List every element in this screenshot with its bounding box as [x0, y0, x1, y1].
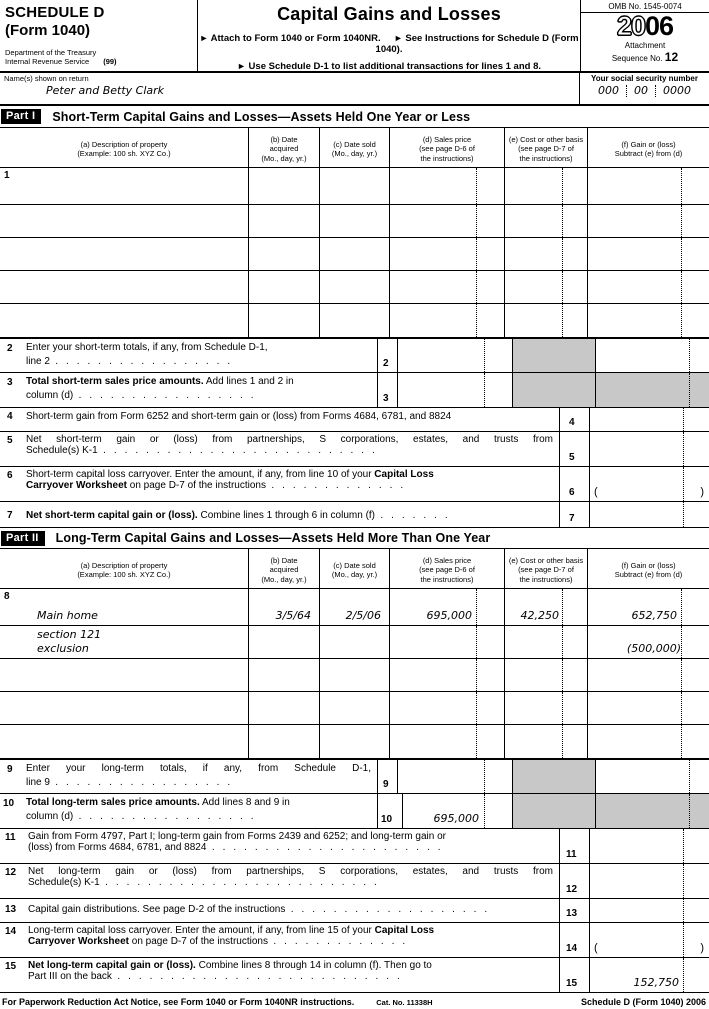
line-9-sales-price[interactable] [398, 760, 513, 793]
cents-divider [683, 899, 684, 922]
column-header-a: (a) Description of property (Example: 100 sh. XYZ Co.) [0, 128, 249, 167]
cell-date-acquired[interactable] [249, 238, 320, 270]
cents-divider [562, 725, 563, 758]
cents-divider [683, 408, 684, 431]
cell-date-sold[interactable] [320, 692, 390, 724]
cell-date-acquired[interactable] [249, 659, 320, 691]
cell-cost-basis[interactable] [505, 238, 588, 270]
line-3-shaded-cost [513, 373, 596, 407]
name-label: Name(s) shown on return [4, 74, 89, 83]
part1-table [0, 127, 709, 338]
ssn-part-3: 0000 [663, 84, 691, 97]
cents-divider [476, 205, 477, 237]
line-7-number: 7 [560, 502, 590, 527]
instruction-attach: Attach to Form 1040 or Form 1040NR. [210, 33, 381, 44]
line-14-text: 14 Long-term capital loss carryover. Enter the amount, if any, from line 15 of your Capital Loss Carryover Worksheet on page D-7 of the instructions . . . . . . . . . . . . . [0, 923, 560, 957]
cell-date-acquired[interactable] [249, 168, 320, 204]
line-2-boxes[interactable] [378, 339, 709, 373]
line-10-sales-price[interactable]: 695,000 [403, 794, 513, 828]
department-block [5, 48, 197, 66]
cents-divider [689, 794, 690, 828]
cell-description[interactable] [0, 626, 249, 658]
cell-date-sold[interactable] [320, 205, 390, 237]
cell-description[interactable] [0, 168, 249, 204]
column-header-c: (c) Date sold (Mo., day, yr.) [320, 128, 390, 167]
attachment-label: Attachment [624, 40, 666, 50]
cell-gain-loss[interactable] [588, 168, 709, 204]
line-10-shaded-gain [596, 794, 709, 828]
line-6-row[interactable] [0, 466, 709, 501]
cents-divider [484, 794, 485, 828]
line-15-text: 15 Net long-term capital gain or (loss). Combine lines 8 through 14 in column (f). Then go to Part III on the back . . . . . . . . . . . . . . . . . . . . . . . . . . . [0, 958, 560, 992]
line-5-amount[interactable] [590, 432, 709, 466]
cents-divider [681, 692, 682, 724]
line-15-amount[interactable]: 152,750 [590, 958, 709, 992]
cents-divider [484, 373, 485, 407]
ssn-label: Your social security number [591, 74, 698, 83]
cell-sales-price[interactable] [390, 659, 505, 691]
table-row[interactable] [0, 168, 709, 205]
cell-date-acquired[interactable]: 3/5/64 [249, 589, 320, 625]
cents-divider [681, 589, 682, 625]
cell-gain-loss[interactable]: 652,750 [588, 589, 709, 625]
line-12-number: 12 [560, 864, 590, 898]
line-number-1: 1 [4, 170, 10, 181]
header-right-block [580, 0, 709, 71]
cell-cost-basis[interactable] [505, 304, 588, 337]
cell-gain-loss[interactable] [588, 271, 709, 303]
line-12-row[interactable] [0, 863, 709, 898]
line-10-shaded-cost [513, 794, 596, 828]
instruction-scheduled1: Use Schedule D-1 to list additional transactions for lines 1 and 8. [248, 61, 542, 72]
paren-open: ( [594, 486, 598, 498]
form-footer-id: Schedule D (Form 1040) 2006 [580, 997, 706, 1007]
cents-divider [689, 373, 690, 407]
line-13-text: 13 Capital gain distributions. See page D-2 of the instructions . . . . . . . . . . . . . . . . . . . [0, 899, 560, 922]
cell-cost-basis[interactable] [505, 168, 588, 204]
cell-cost-basis[interactable] [505, 692, 588, 724]
part2-lines-9-10 [0, 759, 709, 828]
line-7-row[interactable] [0, 501, 709, 527]
ssn-divider [655, 85, 656, 97]
part1-badge: Part I [1, 109, 41, 124]
part2-table [0, 548, 709, 759]
line-11-amount[interactable] [590, 829, 709, 863]
table-row[interactable] [0, 271, 709, 304]
cents-divider [562, 692, 563, 724]
column-header-c: (c) Date sold (Mo., day, yr.) [320, 549, 390, 588]
cents-divider [681, 626, 682, 658]
part2-title: Long-Term Capital Gains and Losses—Assets Held More Than One Year [55, 531, 491, 545]
cell-date-sold[interactable] [320, 626, 390, 658]
cell-description[interactable] [0, 271, 249, 303]
line-10-text: 10 Total long-term sales price amounts. Add lines 8 and 9 in column (d) . . . . . . . . . . . . . . . . . [3, 797, 290, 822]
line-2-number: 2 [378, 339, 398, 372]
line-7-text: 7 Net short-term capital gain or (loss). Combine lines 1 through 6 in column (f) . . . . . . . [0, 502, 560, 527]
catalog-number: Cat. No. 11338H [376, 997, 433, 1007]
table-row[interactable] [0, 626, 709, 659]
cents-divider [562, 589, 563, 625]
cents-divider [683, 502, 684, 527]
line-4-number: 4 [560, 408, 590, 431]
line-6-text: 6 Short-term capital loss carryover. Enter the amount, if any, from line 10 of your Capital Loss Carryover Worksheet on page D-7 of the instructions . . . . . . . . . . . . . [0, 467, 560, 501]
column-header-b: (b) Date acquired (Mo., day, yr.) [249, 128, 320, 167]
cell-gain-loss[interactable] [588, 659, 709, 691]
cents-divider [681, 168, 682, 204]
cell-sales-price[interactable] [390, 725, 505, 758]
cell-sales-price[interactable] [390, 271, 505, 303]
cell-sales-price[interactable] [390, 304, 505, 337]
line-3-shaded-gain [596, 373, 709, 407]
tax-year-block [581, 13, 709, 65]
cents-divider [562, 626, 563, 658]
cell-description[interactable] [0, 692, 249, 724]
cents-divider [562, 271, 563, 303]
line-4-text: 4 Short-term gain from Form 6252 and short-term gain or (loss) from Forms 4684, 6781, and 8824 [0, 408, 560, 431]
cell-cost-basis[interactable] [505, 205, 588, 237]
line-14-number: 14 [560, 923, 590, 957]
line-6-amount[interactable] [590, 467, 709, 501]
cents-divider [681, 659, 682, 691]
cell-gain-loss[interactable]: (500,000) [588, 626, 709, 658]
line-11-text: 11 Gain from Form 4797, Part I; long-term gain from Forms 2439 and 6252; and long-term gain or (loss) from Forms 4684, 6781, and 8824 . . . . . . . . . . . . . . . . . . . . . . [0, 829, 560, 863]
part1-banner [0, 106, 709, 127]
cell-value: section 121 [37, 628, 102, 641]
cell-date-sold[interactable] [320, 271, 390, 303]
header-instruction-row-2 [198, 61, 580, 72]
line-9-gain-loss[interactable] [596, 760, 709, 793]
cell-cost-basis[interactable] [505, 725, 588, 758]
cell-gain-loss[interactable] [588, 238, 709, 270]
cell-gain-loss[interactable] [588, 205, 709, 237]
cell-date-acquired[interactable] [249, 304, 320, 337]
line-13-amount[interactable] [590, 899, 709, 922]
ssn-part-1: 000 [598, 84, 619, 97]
line-9-shaded-cost [513, 760, 596, 793]
cell-gain-loss[interactable] [588, 304, 709, 337]
cell-description[interactable] [0, 304, 249, 337]
tax-year-yy: 06 [645, 11, 674, 41]
line-12-text: 12 Net long-term gain or (loss) from partnerships, S corporations, estates, and trusts from Schedule(s) K-1 . . . . . . . . . . . . . . . . . . . . . . . . . . [0, 864, 560, 898]
triangle-icon: ► [393, 33, 403, 43]
column-header-b: (b) Date acquired (Mo., day, yr.) [249, 549, 320, 588]
cell-date-sold[interactable] [320, 659, 390, 691]
cell-cost-basis[interactable] [505, 271, 588, 303]
cents-divider [681, 725, 682, 758]
ssn-field-container[interactable] [580, 73, 709, 104]
header-instruction-row-1 [198, 33, 580, 55]
cents-divider [562, 168, 563, 204]
cell-value-line2: exclusion [37, 642, 89, 655]
sequence-number: 12 [664, 50, 679, 65]
line-5-text: 5 Net short-term gain or (loss) from partnerships, S corporations, estates, and trusts from Schedule(s) K-1 . . . . . . . . . . . . . . . . . . . . . . . . . . [0, 432, 560, 466]
cents-divider [484, 760, 485, 793]
cell-description[interactable] [0, 205, 249, 237]
cell-value: Main home [37, 609, 98, 622]
line-5-row[interactable] [0, 431, 709, 466]
cents-divider [562, 659, 563, 691]
cell-date-acquired[interactable] [249, 271, 320, 303]
table-row[interactable] [0, 205, 709, 238]
cell-sales-price[interactable] [390, 692, 505, 724]
cents-divider [689, 339, 690, 372]
part2-badge: Part II [1, 531, 45, 546]
cents-divider [562, 205, 563, 237]
cell-cost-basis[interactable] [505, 659, 588, 691]
cents-divider [683, 923, 684, 957]
cell-gain-loss[interactable] [588, 692, 709, 724]
cents-divider [476, 271, 477, 303]
cents-divider [683, 432, 684, 466]
paren-close: ) [700, 942, 704, 954]
cell-gain-loss[interactable] [588, 725, 709, 758]
dept-line-1: Department of the Treasury [5, 47, 97, 57]
column-header-d: (d) Sales price (see page D-6 of the instructions) [390, 549, 505, 588]
cell-description[interactable] [0, 589, 249, 625]
table-row[interactable] [0, 589, 709, 626]
cell-date-sold[interactable] [320, 238, 390, 270]
cell-date-sold[interactable]: 2/5/06 [320, 589, 390, 625]
line-2-shaded-cost [513, 339, 596, 372]
line-13-number: 13 [560, 899, 590, 922]
line-3-sales-price[interactable] [398, 373, 513, 407]
cents-divider [681, 304, 682, 337]
tax-year [581, 11, 709, 41]
line-15-number: 15 [560, 958, 590, 992]
table-row[interactable] [0, 304, 709, 337]
cents-divider [476, 238, 477, 270]
table-row[interactable] [0, 238, 709, 271]
cents-divider [689, 760, 690, 793]
paren-close: ) [700, 486, 704, 498]
cell-description[interactable] [0, 725, 249, 758]
cell-sales-price[interactable] [390, 626, 505, 658]
line-3-text: 3 Total short-term sales price amounts. Add lines 1 and 2 in column (d) . . . . . . . . . . . . . . . . . [7, 376, 294, 401]
name-value[interactable]: Peter and Betty Clark [46, 84, 165, 97]
cell-sales-price[interactable] [390, 168, 505, 204]
ssn-divider [626, 85, 627, 97]
column-header-d: (d) Sales price (see page D-6 of the instructions) [390, 128, 505, 167]
column-header-e: (e) Cost or other basis (see page D-7 of the instructions) [505, 549, 588, 588]
cell-date-acquired[interactable] [249, 692, 320, 724]
column-header-a: (a) Description of property (Example: 100 sh. XYZ Co.) [0, 549, 249, 588]
header-center-block [198, 0, 580, 71]
cents-divider [681, 271, 682, 303]
table-row[interactable] [0, 725, 709, 758]
dept-line-2: Internal Revenue Service (99) [5, 56, 117, 66]
cents-divider [476, 626, 477, 658]
cents-divider [683, 958, 684, 992]
cell-date-acquired[interactable] [249, 725, 320, 758]
line-12-amount[interactable] [590, 864, 709, 898]
line-4-amount[interactable] [590, 408, 709, 431]
cell-cost-basis[interactable]: 42,250 [505, 589, 588, 625]
table-row[interactable] [0, 659, 709, 692]
line-2-sales-price[interactable] [398, 339, 513, 372]
table-row[interactable] [0, 692, 709, 725]
line-9-boxes[interactable] [378, 760, 709, 794]
part1-column-headers [0, 128, 709, 168]
cell-sales-price[interactable] [390, 205, 505, 237]
line-10-number: 10 [378, 794, 403, 828]
triangle-icon: ► [199, 33, 209, 43]
cents-divider [562, 304, 563, 337]
line-3-boxes[interactable] [378, 373, 709, 407]
cents-divider [681, 205, 682, 237]
cell-description[interactable] [0, 238, 249, 270]
cents-divider [562, 238, 563, 270]
cents-divider [683, 864, 684, 898]
part1-lines-2-3 [0, 338, 709, 407]
part2-column-headers [0, 549, 709, 589]
cell-date-sold[interactable] [320, 168, 390, 204]
triangle-icon: ► [236, 61, 246, 71]
cents-divider [476, 692, 477, 724]
cents-divider [484, 339, 485, 372]
cents-divider [476, 589, 477, 625]
line-2-gain-loss[interactable] [596, 339, 709, 372]
cell-description[interactable] [0, 659, 249, 691]
line-6-number: 6 [560, 467, 590, 501]
ssn-value[interactable] [580, 84, 709, 97]
cents-divider [476, 168, 477, 204]
cell-date-sold[interactable] [320, 725, 390, 758]
cell-sales-price[interactable]: 695,000 [390, 589, 505, 625]
line-7-amount[interactable] [590, 502, 709, 527]
schedule-title: SCHEDULE D [5, 4, 105, 21]
tax-year-century: 20 [616, 11, 645, 41]
cents-divider [683, 467, 684, 501]
line-15-row[interactable] [0, 957, 709, 992]
column-header-e: (e) Cost or other basis (see page D-7 of the instructions) [505, 128, 588, 167]
cell-sales-price[interactable] [390, 238, 505, 270]
cents-divider [681, 238, 682, 270]
page-title: Capital Gains and Losses [277, 4, 501, 24]
part2-banner [0, 527, 709, 548]
line-2-text: 2 Enter your short-term totals, if any, from Schedule D-1, line 2 . . . . . . . . . . . . . . . . . [0, 339, 377, 373]
cell-date-sold[interactable] [320, 304, 390, 337]
instruction-see: See Instructions for Schedule D (Form 1040). [375, 33, 579, 55]
cents-divider [683, 829, 684, 863]
cents-divider [476, 659, 477, 691]
dept-code: (99) [103, 56, 117, 66]
line-3-number: 3 [378, 373, 398, 407]
line-11-row[interactable] [0, 828, 709, 863]
line-9-text: 9 Enter your long-term totals, if any, from Schedule D-1, line 9 . . . . . . . . . . . . . . . . . [0, 760, 377, 794]
ssn-part-2: 00 [634, 84, 648, 97]
header-left-block [0, 0, 198, 71]
line-10-boxes[interactable] [378, 794, 709, 828]
form-footer [0, 992, 709, 1009]
line-11-number: 11 [560, 829, 590, 863]
sequence-label: Sequence No. [611, 54, 663, 64]
line-number-8: 8 [4, 591, 10, 602]
part1-title: Short-Term Capital Gains and Losses—Assets Held One Year or Less [52, 109, 471, 124]
cents-divider [476, 725, 477, 758]
omb-number: OMB No. 1545-0074 [581, 0, 709, 13]
attachment-sequence [581, 41, 709, 65]
cents-divider [476, 304, 477, 337]
taxpayer-name-row [0, 73, 709, 106]
line-14-amount[interactable] [590, 923, 709, 957]
line-14-row[interactable] [0, 922, 709, 957]
name-field-container[interactable] [0, 73, 580, 104]
line-5-number: 5 [560, 432, 590, 466]
paren-open: ( [594, 942, 598, 954]
line-9-number: 9 [378, 760, 398, 793]
line-4-row[interactable] [0, 407, 709, 431]
column-header-f: (f) Gain or (loss) Subtract (e) from (d) [614, 139, 683, 158]
cell-cost-basis[interactable] [505, 626, 588, 658]
paperwork-notice: For Paperwork Reduction Act Notice, see Form 1040 or Form 1040NR instructions. [2, 997, 355, 1007]
line-13-row[interactable] [0, 898, 709, 922]
form-number: (Form 1040) [5, 22, 91, 40]
column-header-f: (f) Gain or (loss) Subtract (e) from (d) [614, 560, 683, 579]
cell-date-acquired[interactable] [249, 626, 320, 658]
cell-date-acquired[interactable] [249, 205, 320, 237]
form-header [0, 0, 709, 73]
